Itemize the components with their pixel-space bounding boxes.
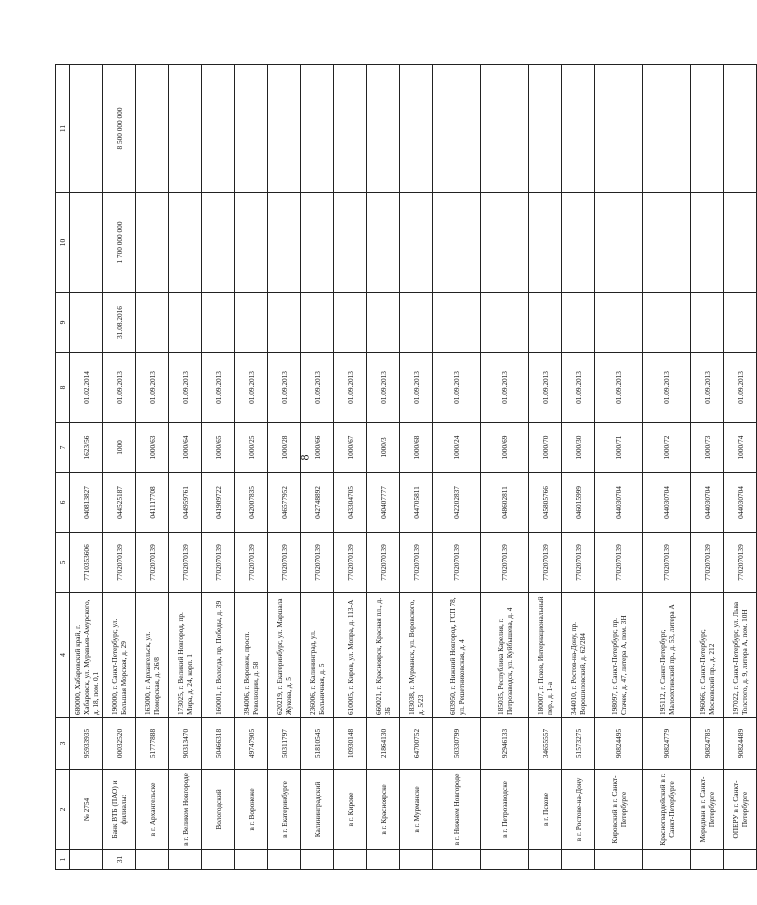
inn-cell: 7710353606 <box>70 533 103 593</box>
okpo-code-cell: 50466318 <box>202 718 235 770</box>
license-number-cell: 1000/71 <box>595 423 643 473</box>
limit-amount-cell <box>136 193 169 293</box>
table-row <box>301 65 334 870</box>
total-amount-cell <box>202 65 235 193</box>
branch-name-cell: в г. Нижнем Новгороде <box>433 770 481 850</box>
row-number-cell <box>481 850 529 870</box>
table-row <box>481 65 529 870</box>
header-cell: 4 <box>56 593 70 718</box>
inn-cell: 7702070139 <box>433 533 481 593</box>
license-number-cell: 1000/24 <box>433 423 481 473</box>
total-amount-cell <box>562 65 595 193</box>
bik-cell: 046577952 <box>268 473 301 533</box>
start-date-cell: 01.09.2013 <box>724 353 757 423</box>
end-date-cell <box>529 293 562 353</box>
page-number: 8 <box>297 454 312 461</box>
row-number-cell <box>136 850 169 870</box>
okpo-code-cell: 90313470 <box>169 718 202 770</box>
bik-cell: 044030704 <box>643 473 691 533</box>
bik-cell: 044705811 <box>400 473 433 533</box>
bik-cell: 044030704 <box>724 473 757 533</box>
total-amount-cell <box>691 65 724 193</box>
okpo-code-cell: 34655557 <box>529 718 562 770</box>
bik-cell: 046015999 <box>562 473 595 533</box>
okpo-code-cell: 51810545 <box>301 718 334 770</box>
row-number-cell <box>334 850 367 870</box>
total-amount-cell <box>136 65 169 193</box>
license-number-cell: 1000/64 <box>169 423 202 473</box>
end-date-cell <box>595 293 643 353</box>
start-date-cell: 01.09.2013 <box>202 353 235 423</box>
bik-cell: 040813827 <box>70 473 103 533</box>
bik-cell: 044030704 <box>595 473 643 533</box>
limit-amount-cell <box>169 193 202 293</box>
license-number-cell: 1000/67 <box>334 423 367 473</box>
bik-cell: 043304705 <box>334 473 367 533</box>
okpo-code-cell: 00032520 <box>103 718 136 770</box>
end-date-cell <box>724 293 757 353</box>
end-date-cell <box>268 293 301 353</box>
bik-cell: 040407777 <box>367 473 400 533</box>
branch-name-cell: Кировский в г. Санкт-Петербурге <box>595 770 643 850</box>
branch-name-cell: Вологодский <box>202 770 235 850</box>
start-date-cell: 01.09.2013 <box>169 353 202 423</box>
table-row <box>562 65 595 870</box>
branch-name-cell: в г. Мурманске <box>400 770 433 850</box>
address-cell: 344010, г. Ростов-на-Дону, пр. Ворошиловский, д. 62/284 <box>562 593 595 718</box>
end-date-cell <box>301 293 334 353</box>
table-row <box>691 65 724 870</box>
total-amount-cell <box>595 65 643 193</box>
address-cell: 160001, г. Вологда, пр. Победы, д. 39 <box>202 593 235 718</box>
start-date-cell: 01.02.2014 <box>70 353 103 423</box>
row-number-cell <box>433 850 481 870</box>
header-cell: 1 <box>56 850 70 870</box>
table-row <box>103 65 136 870</box>
end-date-cell <box>169 293 202 353</box>
start-date-cell: 01.09.2013 <box>268 353 301 423</box>
address-cell: 183038, г. Мурманск, ул. Воровского, д. 5/23 <box>400 593 433 718</box>
total-amount-cell <box>433 65 481 193</box>
header-row <box>56 65 70 870</box>
start-date-cell: 01.09.2013 <box>562 353 595 423</box>
address-cell: 185035, Республика Карелия, г. Петрозаводск, ул. Куйбышева, д. 4 <box>481 593 529 718</box>
bik-cell: 041909722 <box>202 473 235 533</box>
row-number-cell <box>595 850 643 870</box>
row-number-cell <box>169 850 202 870</box>
limit-amount-cell <box>268 193 301 293</box>
bik-cell: 041117708 <box>136 473 169 533</box>
end-date-cell <box>481 293 529 353</box>
row-number-cell <box>268 850 301 870</box>
table-row <box>334 65 367 870</box>
okpo-code-cell: 64700752 <box>400 718 433 770</box>
header-cell: 6 <box>56 473 70 533</box>
branch-name-cell: в г. Екатеринбурге <box>268 770 301 850</box>
start-date-cell: 01.09.2013 <box>136 353 169 423</box>
table-row <box>70 65 103 870</box>
limit-amount-cell <box>70 193 103 293</box>
inn-cell: 7702070139 <box>301 533 334 593</box>
row-number-cell <box>202 850 235 870</box>
okpo-code-cell: 50311797 <box>268 718 301 770</box>
address-cell: 195112, г. Санкт-Петербург, Малоохтинский пр., д. 53, литера А <box>643 593 691 718</box>
branch-name-cell: в г. Воронеже <box>235 770 268 850</box>
limit-amount-cell <box>400 193 433 293</box>
license-number-cell: 1000/30 <box>562 423 595 473</box>
limit-amount-cell <box>235 193 268 293</box>
bik-cell: 045805766 <box>529 473 562 533</box>
license-number-cell: 1000/3 <box>367 423 400 473</box>
inn-cell: 7702070139 <box>643 533 691 593</box>
total-amount-cell <box>400 65 433 193</box>
row-number-cell <box>643 850 691 870</box>
inn-cell: 7702070139 <box>103 533 136 593</box>
bik-cell: 042202837 <box>433 473 481 533</box>
branch-name-cell: ОПЕРУ в г. Санкт-Петербурге <box>724 770 757 850</box>
table-row <box>235 65 268 870</box>
end-date-cell <box>136 293 169 353</box>
address-cell: 163000, г. Архангельск, ул. Поморская, д. 26/8 <box>136 593 169 718</box>
table-row <box>169 65 202 870</box>
total-amount-cell <box>268 65 301 193</box>
row-number-cell <box>235 850 268 870</box>
branch-name-cell: в г. Кирове <box>334 770 367 850</box>
inn-cell: 7702070139 <box>595 533 643 593</box>
inn-cell: 7702070139 <box>400 533 433 593</box>
table-row <box>529 65 562 870</box>
branch-name-cell: в г. Ростове-на-Дону <box>562 770 595 850</box>
branch-name-cell: Меридиан в г. Санкт-Петербурге <box>691 770 724 850</box>
okpo-code-cell: 49747905 <box>235 718 268 770</box>
end-date-cell <box>235 293 268 353</box>
okpo-code-cell: 90824779 <box>643 718 691 770</box>
bik-cell: 048602811 <box>481 473 529 533</box>
table-row <box>367 65 400 870</box>
end-date-cell <box>70 293 103 353</box>
row-number-cell <box>562 850 595 870</box>
limit-amount-cell <box>367 193 400 293</box>
header-cell: 8 <box>56 353 70 423</box>
limit-amount-cell <box>433 193 481 293</box>
table-row <box>268 65 301 870</box>
bik-cell: 042007835 <box>235 473 268 533</box>
bank-branches-table <box>55 64 757 870</box>
start-date-cell: 01.09.2013 <box>529 353 562 423</box>
bik-cell: 042748892 <box>301 473 334 533</box>
address-cell: 236006, г. Калининград, ул. Больничная, д. 5 <box>301 593 334 718</box>
license-number-cell: 1000 <box>103 423 136 473</box>
address-cell: 660021, г. Красноярск, Красная пл., д. 3Б <box>367 593 400 718</box>
okpo-code-cell: 90824489 <box>724 718 757 770</box>
license-number-cell: 1000/66 <box>301 423 334 473</box>
limit-amount-cell <box>562 193 595 293</box>
table-row <box>136 65 169 870</box>
total-amount-cell <box>301 65 334 193</box>
limit-amount-cell <box>481 193 529 293</box>
end-date-cell <box>367 293 400 353</box>
total-amount-cell <box>529 65 562 193</box>
row-number-cell: 31 <box>103 850 136 870</box>
limit-amount-cell: 1 700 000 000 <box>103 193 136 293</box>
license-number-cell: 1000/25 <box>235 423 268 473</box>
table-row <box>724 65 757 870</box>
okpo-code-cell: 95933935 <box>70 718 103 770</box>
address-cell: 620219, г. Екатеринбург, ул. Маршала Жукова, д. 5 <box>268 593 301 718</box>
okpo-code-cell: 51777888 <box>136 718 169 770</box>
branch-name-cell: № 2754 <box>70 770 103 850</box>
okpo-code-cell: 51573275 <box>562 718 595 770</box>
okpo-code-cell: 90824495 <box>595 718 643 770</box>
address-cell: 173025, г. Великий Новгород, пр. Мира, д. 24, корп. 1 <box>169 593 202 718</box>
limit-amount-cell <box>595 193 643 293</box>
total-amount-cell <box>169 65 202 193</box>
end-date-cell <box>433 293 481 353</box>
header-cell: 10 <box>56 193 70 293</box>
address-cell: 198097, г. Санкт-Петербург, пр. Стачек, д. 47, литера А, пом. 3Н <box>595 593 643 718</box>
branch-name-cell: Банк ВТБ (ПАО) и филиалы: <box>103 770 136 850</box>
inn-cell: 7702070139 <box>724 533 757 593</box>
limit-amount-cell <box>724 193 757 293</box>
address-cell: 603950, г. Нижний Новгород, ГСП 78, ул. Решетниковская, д. 4 <box>433 593 481 718</box>
inn-cell: 7702070139 <box>529 533 562 593</box>
header-cell: 5 <box>56 533 70 593</box>
rotated-table-container <box>55 65 749 870</box>
end-date-cell: 31.08.2016 <box>103 293 136 353</box>
branch-name-cell: в г. Архангельске <box>136 770 169 850</box>
inn-cell: 7702070139 <box>268 533 301 593</box>
limit-amount-cell <box>334 193 367 293</box>
limit-amount-cell <box>643 193 691 293</box>
branch-name-cell: в г. Пскове <box>529 770 562 850</box>
branch-name-cell: в г. Петрозаводске <box>481 770 529 850</box>
row-number-cell <box>691 850 724 870</box>
inn-cell: 7702070139 <box>562 533 595 593</box>
header-cell: 9 <box>56 293 70 353</box>
total-amount-cell <box>70 65 103 193</box>
end-date-cell <box>334 293 367 353</box>
start-date-cell: 01.09.2013 <box>691 353 724 423</box>
start-date-cell: 01.09.2013 <box>643 353 691 423</box>
limit-amount-cell <box>691 193 724 293</box>
license-number-cell: 1000/74 <box>724 423 757 473</box>
total-amount-cell <box>724 65 757 193</box>
license-number-cell: 1000/65 <box>202 423 235 473</box>
end-date-cell <box>691 293 724 353</box>
address-cell: 394006, г. Воронеж, просп. Революции, д. 58 <box>235 593 268 718</box>
limit-amount-cell <box>202 193 235 293</box>
total-amount-cell <box>643 65 691 193</box>
inn-cell: 7702070139 <box>202 533 235 593</box>
license-number-cell: 1623/56 <box>70 423 103 473</box>
total-amount-cell <box>235 65 268 193</box>
start-date-cell: 01.09.2013 <box>433 353 481 423</box>
address-cell: 180007, г. Псков, Интернациональный пер., д. 1-а <box>529 593 562 718</box>
end-date-cell <box>643 293 691 353</box>
bik-cell: 044030704 <box>691 473 724 533</box>
license-number-cell: 1000/28 <box>268 423 301 473</box>
bik-cell: 044525187 <box>103 473 136 533</box>
start-date-cell: 01.09.2013 <box>103 353 136 423</box>
table-row <box>643 65 691 870</box>
address-cell: 190000, г. Санкт-Петербург, ул. Большая Морская, д. 29 <box>103 593 136 718</box>
okpo-code-cell: 90824785 <box>691 718 724 770</box>
row-number-cell <box>70 850 103 870</box>
start-date-cell: 01.09.2013 <box>595 353 643 423</box>
table-row <box>433 65 481 870</box>
inn-cell: 7702070139 <box>136 533 169 593</box>
limit-amount-cell <box>529 193 562 293</box>
table-row <box>595 65 643 870</box>
start-date-cell: 01.09.2013 <box>367 353 400 423</box>
license-number-cell: 1000/72 <box>643 423 691 473</box>
branch-name-cell: в г. Красноярске <box>367 770 400 850</box>
header-cell: 11 <box>56 65 70 193</box>
okpo-code-cell: 10930148 <box>334 718 367 770</box>
branch-name-cell: в г. Великом Новгороде <box>169 770 202 850</box>
license-number-cell: 1000/69 <box>481 423 529 473</box>
header-cell: 2 <box>56 770 70 850</box>
address-cell: 610005, г. Киров, ул. Мопра, д. 113-А <box>334 593 367 718</box>
inn-cell: 7702070139 <box>367 533 400 593</box>
address-cell: 196066, г. Санкт-Петербург, Московский пр., д. 212 <box>691 593 724 718</box>
branch-name-cell: Красногвардейский в г. Санкт-Петербурге <box>643 770 691 850</box>
inn-cell: 7702070139 <box>481 533 529 593</box>
start-date-cell: 01.09.2013 <box>400 353 433 423</box>
okpo-code-cell: 21864130 <box>367 718 400 770</box>
inn-cell: 7702070139 <box>691 533 724 593</box>
limit-amount-cell <box>301 193 334 293</box>
table-row <box>400 65 433 870</box>
start-date-cell: 01.09.2013 <box>235 353 268 423</box>
end-date-cell <box>562 293 595 353</box>
branch-name-cell: Калининградский <box>301 770 334 850</box>
okpo-code-cell: 92946133 <box>481 718 529 770</box>
end-date-cell <box>202 293 235 353</box>
address-cell: 197022, г. Санкт-Петербург, ул. Льва Толстого, д. 9, литера А, пом. 10Н <box>724 593 757 718</box>
start-date-cell: 01.09.2013 <box>481 353 529 423</box>
inn-cell: 7702070139 <box>334 533 367 593</box>
row-number-cell <box>301 850 334 870</box>
license-number-cell: 1000/68 <box>400 423 433 473</box>
total-amount-cell <box>334 65 367 193</box>
row-number-cell <box>367 850 400 870</box>
total-amount-cell <box>367 65 400 193</box>
start-date-cell: 01.09.2013 <box>334 353 367 423</box>
inn-cell: 7702070139 <box>169 533 202 593</box>
total-amount-cell: 8 500 000 000 <box>103 65 136 193</box>
table-row <box>202 65 235 870</box>
row-number-cell <box>724 850 757 870</box>
inn-cell: 7702070139 <box>235 533 268 593</box>
end-date-cell <box>400 293 433 353</box>
license-number-cell: 1000/63 <box>136 423 169 473</box>
license-number-cell: 1000/70 <box>529 423 562 473</box>
total-amount-cell <box>481 65 529 193</box>
bik-cell: 044959761 <box>169 473 202 533</box>
okpo-code-cell: 50330799 <box>433 718 481 770</box>
header-cell: 7 <box>56 423 70 473</box>
row-number-cell <box>400 850 433 870</box>
row-number-cell <box>529 850 562 870</box>
header-cell: 3 <box>56 718 70 770</box>
start-date-cell: 01.09.2013 <box>301 353 334 423</box>
license-number-cell: 1000/73 <box>691 423 724 473</box>
address-cell: 680000, Хабаровский край, г. Хабаровск, ул. Муравьев-Амурского, д. 18, пом. 0,1 <box>70 593 103 718</box>
